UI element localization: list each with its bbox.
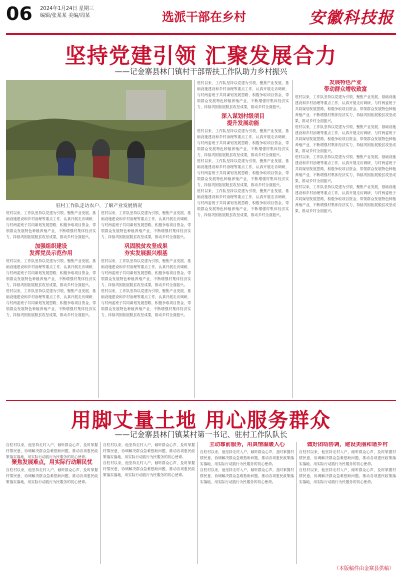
story2-paragraph: 自驻村以来，他坚持走村入户，倾听群众心声，及时掌握村情民意，协调解决群众急难愁盼问题，推动各项惠民政策落实落地，用实际行动践行为民服务的初心使命。 [299, 468, 396, 484]
story1-paragraph: 驻村以来，工作队坚持以党建为引领，聚焦产业发展、基础设施建设和乡村治理等重点工作，认真开展走访调研，与村两委班子共同谋划发展思路，积极争取项目资金，带领群众发展特色种植养殖产业，不断增强村集体经济实力，持续巩固拓展脱贫攻坚成果，推动乡村全面振兴。 [101, 211, 191, 239]
story1-paragraph: 驻村以来，工作队坚持以党建为引领，聚焦产业发展、基础设施建设和乡村治理等重点工作，认真开展走访调研，与村两委班子共同谋划发展思路，积极争取项目资金，带领群众发展特色种植养殖产业，不断增强村集体经济实力，持续巩固拓展脱贫攻坚成果，推动乡村全面振兴。 [295, 125, 396, 153]
story1-paragraph: 驻村以来，工作队坚持以党建为引领，聚焦产业发展、基础设施建设和乡村治理等重点工作，认真开展走访调研，与村两委班子共同谋划发展思路，积极争取项目资金，带领群众发展特色种植养殖产业，不断增强村集体经济实力，持续巩固拓展脱贫攻坚成果，推动乡村全面振兴。 [197, 81, 289, 109]
story2-column-1 [6, 442, 98, 564]
photo-caption: 驻村工作队走访农户、了解产业发展情况 [55, 204, 143, 209]
story2-paragraph: 自驻村以来，他坚持走村入户，倾听群众心声，及时掌握村情民意，协调解决群众急难愁盼问题，推动各项惠民政策落实落地，用实际行动践行为民服务的初心使命。 [200, 468, 294, 484]
story2-paragraph: 自驻村以来，他坚持走村入户，倾听群众心声，及时掌握村情民意，协调解决群众急难愁盼问题，推动各项惠民政策落实落地，用实际行动践行为民服务的初心使命。 [200, 450, 294, 466]
column-divider [296, 442, 297, 564]
column-divider [194, 80, 195, 398]
newspaper-logo: 安徽科技报 [308, 8, 394, 27]
story1-paragraph: 驻村以来，工作队坚持以党建为引领，聚焦产业发展、基础设施建设和乡村治理等重点工作，认真开展走访调研，与村两委班子共同谋划发展思路，积极争取项目资金，带领群众发展特色种植养殖产业，不断增强村集体经济实力，持续巩固拓展脱贫攻坚成果，推动乡村全面振兴。 [197, 189, 289, 217]
story1-paragraph: 驻村以来，工作队坚持以党建为引领，聚焦产业发展、基础设施建设和乡村治理等重点工作，认真开展走访调研，与村两委班子共同谋划发展思路，积极争取项目资金，带领群众发展特色种植养殖产业，不断增强村集体经济实力，持续巩固拓展脱贫攻坚成果，推动乡村全面振兴。 [295, 185, 396, 213]
column-divider [197, 442, 198, 564]
story1-section-head: 提升发展动能 [226, 121, 260, 127]
story1-section-head: 带动群众增收致富 [323, 87, 368, 93]
story1-paragraph: 驻村以来，工作队坚持以党建为引领，聚焦产业发展、基础设施建设和乡村治理等重点工作，认真开展走访调研，与村两委班子共同谋划发展思路，积极争取项目资金，带领群众发展特色种植养殖产业，不断增强村集体经济实力，持续巩固拓展脱贫攻坚成果，推动乡村全面振兴。 [101, 289, 191, 317]
column-divider [98, 210, 99, 398]
footer-note: （本版稿件由金寨县供稿） [333, 566, 394, 572]
story1-column-3 [197, 80, 289, 398]
story1-column-1 [6, 210, 96, 398]
story1-paragraph: 驻村以来，工作队坚持以党建为引领，聚焦产业发展、基础设施建设和乡村治理等重点工作，认真开展走访调研，与村两委班子共同谋划发展思路，积极争取项目资金，带领群众发展特色种植养殖产业，不断增强村集体经济实力，持续巩固拓展脱贫攻坚成果，推动乡村全面振兴。 [197, 159, 289, 187]
story1-headline: 坚持党建引领 汇聚发展合力 [64, 44, 338, 68]
story2-paragraph: 自驻村以来，他坚持走村入户，倾听群众心声，及时掌握村情民意，协调解决群众急难愁盼问题，推动各项惠民政策落实落地，用实际行动践行为民服务的初心使命。 [103, 443, 195, 459]
story1-paragraph: 驻村以来，工作队坚持以党建为引领，聚焦产业发展、基础设施建设和乡村治理等重点工作，认真开展走访调研，与村两委班子共同谋划发展思路，积极争取项目资金，带领群众发展特色种植养殖产业，不断增强村集体经济实力，持续巩固拓展脱贫攻坚成果，推动乡村全面振兴。 [6, 289, 96, 317]
story1-section-head: 深入谋划村级项目 [221, 114, 265, 120]
section-title: 选派干部在乡村 [162, 10, 247, 24]
story1-paragraph: 驻村以来，工作队坚持以党建为引领，聚焦产业发展、基础设施建设和乡村治理等重点工作，认真开展走访调研，与村两委班子共同谋划发展思路，积极争取项目资金，带领群众发展特色种植养殖产业，不断增强村集体经济实力，持续巩固拓展脱贫攻坚成果，推动乡村全面振兴。 [101, 259, 191, 287]
story2-paragraph: 自驻村以来，他坚持走村入户，倾听群众心声，及时掌握村情民意，协调解决群众急难愁盼问题，推动各项惠民政策落实落地，用实际行动践行为民服务的初心使命。 [103, 461, 195, 477]
story-divider [6, 400, 396, 401]
story1-section-head: 巩固脱贫攻坚成果 [124, 244, 168, 250]
story1-paragraph: 驻村以来，工作队坚持以党建为引领，聚焦产业发展、基础设施建设和乡村治理等重点工作，认真开展走访调研，与村两委班子共同谋划发展思路，积极争取项目资金，带领群众发展特色种植养殖产业，不断增强村集体经济实力，持续巩固拓展脱贫攻坚成果，推动乡村全面振兴。 [6, 211, 96, 239]
story1-section-head: 发展特色产业 [329, 80, 362, 86]
story2-paragraph: 自驻村以来，他坚持走村入户，倾听群众心声，及时掌握村情民意，协调解决群众急难愁盼问题，推动各项惠民政策落实落地，用实际行动践行为民服务的初心使命。 [299, 450, 396, 466]
story2-paragraph: 自驻村以来，他坚持走村入户，倾听群众心声，及时掌握村情民意，协调解决群众急难愁盼问题，推动各项惠民政策落实落地，用实际行动践行为民服务的初心使命。 [6, 468, 98, 484]
story1-column-4 [295, 80, 396, 398]
story1-paragraph: 驻村以来，工作队坚持以党建为引领，聚焦产业发展、基础设施建设和乡村治理等重点工作，认真开展走访调研，与村两委班子共同谋划发展思路，积极争取项目资金，带领群众发展特色种植养殖产业，不断增强村集体经济实力，持续巩固拓展脱贫攻坚成果，推动乡村全面振兴。 [295, 155, 396, 183]
story1-paragraph: 驻村以来，工作队坚持以党建为引领，聚焦产业发展、基础设施建设和乡村治理等重点工作，认真开展走访调研，与村两委班子共同谋划发展思路，积极争取项目资金，带领群众发展特色种植养殖产业，不断增强村集体经济实力，持续巩固拓展脱贫攻坚成果，推动乡村全面振兴。 [6, 259, 96, 287]
page-header [6, 3, 396, 35]
story2-section-head: 做好团结协调，建设美丽和谐乡村 [307, 442, 388, 448]
story1-paragraph: 驻村以来，工作队坚持以党建为引领，聚焦产业发展、基础设施建设和乡村治理等重点工作，认真开展走访调研，与村两委班子共同谋划发展思路，积极争取项目资金，带领群众发展特色种植养殖产业，不断增强村集体经济实力，持续巩固拓展脱贫攻坚成果，推动乡村全面振兴。 [197, 129, 289, 157]
story1-subheadline: ——记金寨县林门镇村干部帮扶工作队助力乡村振兴 [114, 67, 288, 76]
story2-section-head: 聚焦发展难点，用实际行动解民忧 [11, 460, 93, 466]
photo-illustration [6, 80, 192, 200]
story1-section-head: 加强组织建设 [34, 244, 68, 250]
issue-meta [40, 6, 94, 20]
story2-section-head: 主动靠前服务，用真情温暖人心 [209, 442, 285, 448]
story2-headline: 用脚丈量土地 用心服务群众 [71, 408, 331, 432]
issue-date: 2024年1月24日 星期三 [40, 6, 94, 12]
story2-column-2 [103, 442, 195, 564]
story1-paragraph: 驻村以来，工作队坚持以党建为引领，聚焦产业发展、基础设施建设和乡村治理等重点工作，认真开展走访调研，与村两委班子共同谋划发展思路，积极争取项目资金，带领群众发展特色种植养殖产业，不断增强村集体经济实力，持续巩固拓展脱贫攻坚成果，推动乡村全面振兴。 [295, 95, 396, 123]
column-divider [100, 442, 101, 564]
story2-paragraph: 自驻村以来，他坚持走村入户，倾听群众心声，及时掌握村情民意，协调解决群众急难愁盼问题，推动各项惠民政策落实落地，用实际行动践行为民服务的初心使命。 [6, 443, 98, 459]
story1-photo [6, 80, 192, 200]
story2-subheadline: ——记金寨县林门镇某村第一书记、驻村工作队队长 [114, 430, 288, 439]
column-divider [292, 80, 293, 398]
story1-section-head: 夯实发展振兴根基 [124, 251, 168, 257]
issue-editor: 编辑/张某某 美编/周某 [40, 13, 90, 19]
page-number: 06 [6, 3, 33, 25]
story1-column-2 [101, 210, 191, 398]
story2-column-3 [200, 442, 294, 564]
story2-column-4 [299, 442, 396, 556]
story1-section-head: 发挥党员示范作用 [29, 251, 73, 257]
